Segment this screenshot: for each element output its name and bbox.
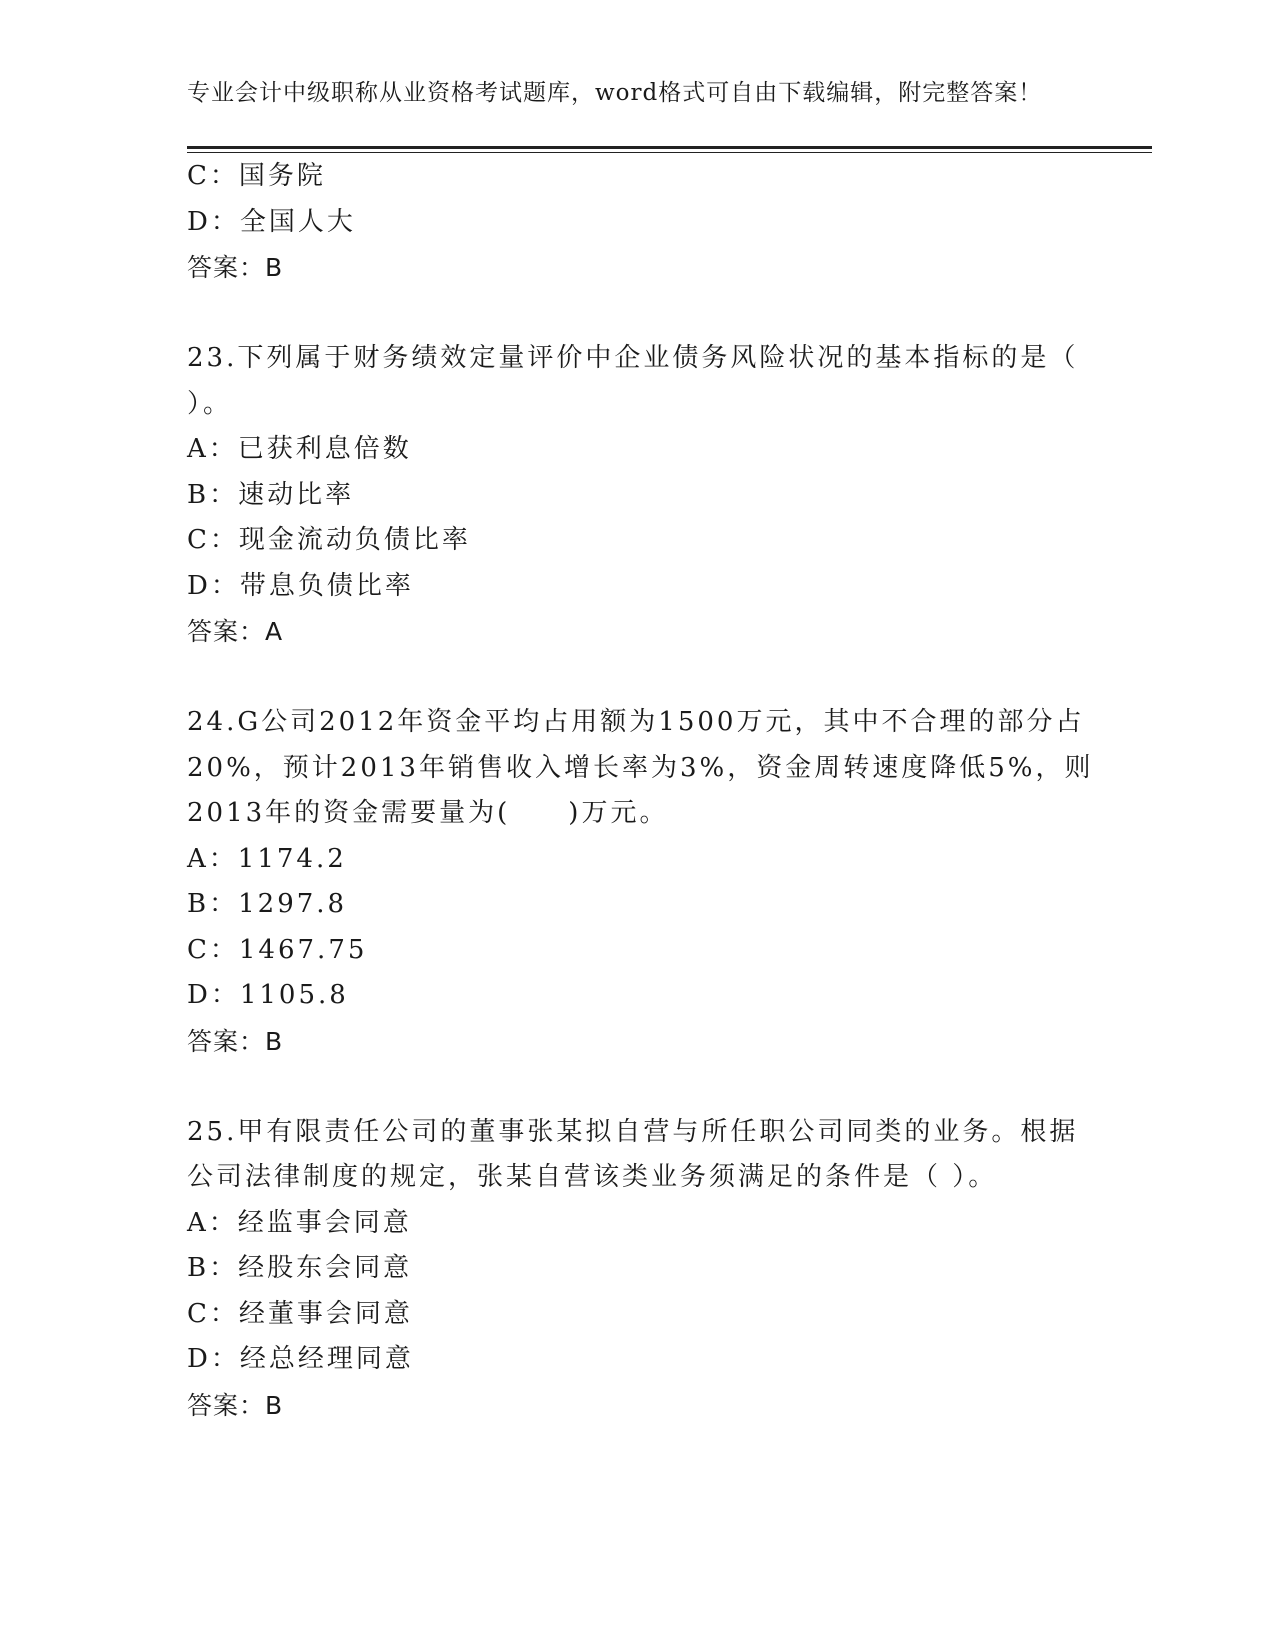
answer: 答案：B xyxy=(187,253,284,282)
option-c: C：国务院 xyxy=(187,161,326,191)
question-text: 23.下列属于财务绩效定量评价中企业债务风险状况的基本指标的是（ xyxy=(187,343,1079,373)
question-text: ）。 xyxy=(187,388,233,419)
option-a: A：经监事会同意 xyxy=(187,1207,412,1238)
option-b: B：经股东会同意 xyxy=(187,1253,413,1283)
option-d: D：1105.8 xyxy=(187,980,349,1010)
spacer xyxy=(187,655,1087,701)
option-c: C：现金流动负债比率 xyxy=(187,525,471,555)
header-rule-thick xyxy=(187,146,1152,149)
answer: 答案：A xyxy=(187,617,284,646)
question-text: 20%，预计2013年销售收入增长率为3%，资金周转速度降低5%，则 xyxy=(187,752,1094,783)
option-b: B：1297.8 xyxy=(187,889,348,919)
option-a: A：1174.2 xyxy=(187,843,347,874)
spacer xyxy=(187,1064,1087,1110)
answer: 答案：B xyxy=(187,1390,284,1420)
option-a: A：已获利息倍数 xyxy=(187,434,412,464)
page-header: 专业会计中级职称从业资格考试题库，word格式可自由下载编辑，附完整答案！ xyxy=(187,80,1043,106)
option-c: C：经董事会同意 xyxy=(187,1298,413,1329)
option-d: D：带息负债比率 xyxy=(187,570,414,601)
question-25 xyxy=(187,1110,1087,1429)
document-body xyxy=(187,154,1094,1428)
question-text: 24.G公司2012年资金平均占用额为1500万元，其中不合理的部分占 xyxy=(187,707,1085,737)
spacer xyxy=(187,291,1087,337)
option-d: D：经总经理同意 xyxy=(187,1344,414,1374)
question-text: 公司法律制度的规定，张某自营该类业务须满足的条件是（ ）。 xyxy=(187,1162,998,1192)
question-23 xyxy=(187,336,1087,655)
option-d: D：全国人大 xyxy=(187,206,356,237)
question-24 xyxy=(187,700,1094,1064)
header-rule-thin xyxy=(187,152,1152,153)
question-text: 25.甲有限责任公司的董事张某拟自营与所任职公司同类的业务。根据 xyxy=(187,1116,1079,1147)
answer: 答案：B xyxy=(187,1026,284,1056)
option-b: B：速动比率 xyxy=(187,479,355,510)
question-text: 2013年的资金需要量为( )万元。 xyxy=(187,798,669,828)
option-c: C：1467.75 xyxy=(187,934,368,965)
prev-question-tail xyxy=(187,154,1087,291)
